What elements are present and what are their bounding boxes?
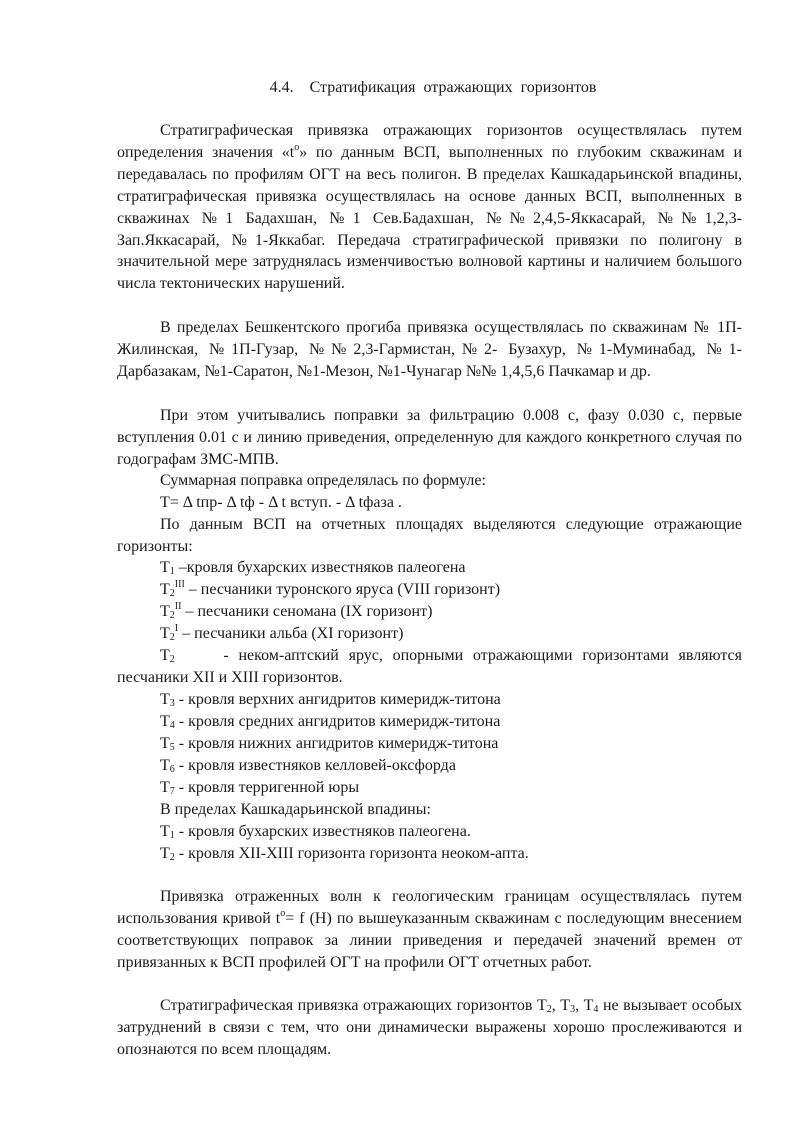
paragraph-1-text-b: » по данным ВСП, выполненных по глубоким скважинам и передавалась по профилям ОГТ на весь полигон. В пределах Кашкадарьинской впадины, стратиграфическая привязка осуществлялась на основе данных ВСП, выполненных в скважинах №1 Бадахшан, №1 Сев.Бадахшан, №№2,4,5-Яккасарай, №№1,2,3-Зап.Яккасарай, №1-Яккабаг. Передача стратиграфической привязки по полигону в значительной мере затруднялась изменчивостью волновой картины и наличием большого числа тектонических нарушений. [117,143,743,293]
paragraph-binding-text-b: = f (H) по вышеуказанным скважинам с последующим внесением соответствующих поправок за линии приведения и передачей значений времен от привязанных к ВСП профилей ОГТ на профили ОГТ отчетных работ. [117,909,742,971]
paragraph-2 [117,317,742,383]
paragraph-2-text: В пределах Бешкентского прогиба привязка осуществлялась по скважинам № 1П- Жилинская, №1П-Гузар, №№2,3-Гармистан,№2- Бузахур, №1-Муминабад, №1-Дарбазакам, №1-Саратон, №1-Мезон, №1-Чунагар №№ 1,4,5,6 Пачкамар и др. [117,319,742,380]
section-title [0,77,800,99]
horizon-item: $Т_2^I$ – песчаники альба (XI горизонт) [160,623,404,643]
section-number: 4.4. [269,79,294,96]
formula: Т= Δ tпр- Δ tф - Δ t вступ. - Δ tфаза . [160,494,402,511]
paragraph-3 [117,405,742,471]
paragraph-1-sup: о [294,141,300,153]
horizon-item: $Т_1$ –кровля бухарских известняков палеогена [160,559,466,577]
paragraph-binding-text-a: Привязка отраженных волн к геологическим границам осуществлялась путем использования кривой t [117,888,742,927]
horizon-t2-paragraph: $Т_2$ - неком-аптский ярус, опорными отражающими горизонтами являются песчаники XII и XIII горизонтов. [117,647,742,686]
formula-intro: Суммарная поправка определялась по формуле: [160,472,486,489]
horizon-item: $Т_1$ - кровля бухарских известняков палеогена. [160,823,471,841]
paragraph-binding-sup: о [280,907,286,919]
horizon-item: $Т_2$ - кровля XII-XIII горизонта горизонта неоком-апта. [160,845,529,863]
horizons-intro-text: По данным ВСП на отчетных площадях выделяются следующие отражающие горизонты: [117,516,742,555]
horizon-item: $Т_3$ - кровля верхних ангидритов кимеридж-титона [160,691,501,709]
horizons-intro [117,514,742,558]
section-title-text: Стратификация отражающих горизонтов [309,79,597,96]
horizon-t2-text: - неком-аптский ярус, опорными отражающими горизонтами являются песчаники XII и XIII горизонтов. [117,647,742,686]
paragraph-final: Стратиграфическая привязка отражающих горизонтов $Т_2$, $Т_3$, $Т_4$ не вызывает особых затруднений в связи с тем, что они динамически выражены хорошо прослеживаются и опознаются по всем площадям. [117,997,743,1058]
horizon-item: $Т_5$ - кровля нижних ангидритов кимеридж-титона [160,735,499,753]
horizon-item: $Т_2^{III}$ – песчаники туронского яруса (VIII горизонт) [160,579,501,599]
paragraph-1 [117,120,742,295]
paragraph-1-text-a: Стратиграфическая привязка отражающих горизонтов осуществлялась путем определения значения «t [117,122,742,161]
kashkadarya-intro: В пределах Кашкадарьинской впадины: [160,801,431,818]
horizon-item: $Т_4$ - кровля средних ангидритов кимеридж-титона [160,713,501,731]
paragraph-binding [117,886,742,974]
horizon-item: $Т_2^{II}$ – песчаники сеномана (IX горизонт) [160,601,433,621]
horizon-item: $Т_7$ - кровля терригенной юры [160,779,360,797]
horizon-item: $Т_6$ - кровля известняков келловей-оксфорда [160,757,456,775]
paragraph-3-text: При этом учитывались поправки за фильтрацию 0.008 с, фазу 0.030 с, первые вступления 0.01 с и линию приведения, определенную для каждого конкретного случая по годографам ЗМС-МПВ. [117,407,742,468]
